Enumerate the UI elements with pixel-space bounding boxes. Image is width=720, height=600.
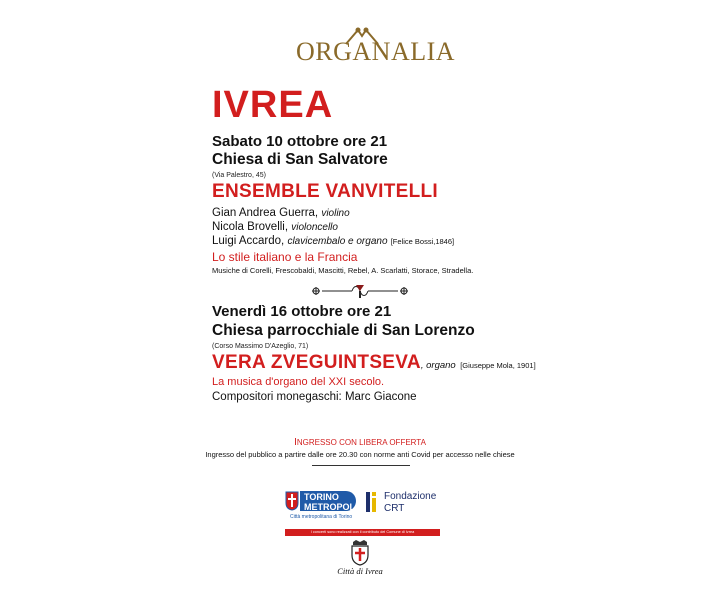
- event1-performer-3: Luigi Accardo, clavicembalo e organo [Felice Bossi,1846]: [212, 235, 455, 247]
- city-title: IVREA: [212, 84, 334, 126]
- event1-performer-1: Gian Andrea Guerra, violino: [212, 207, 350, 219]
- fondazione-crt-logo: Fondazione CRT: [384, 491, 437, 514]
- ivrea-crest-icon: [349, 540, 371, 566]
- divider-rule: [312, 465, 410, 466]
- citta-di-ivrea: Città di Ivrea: [337, 566, 383, 576]
- event1-theme: Lo stile italiano e la Francia: [212, 250, 358, 264]
- torino-subtitle: Città metropolitana di Torino: [290, 514, 353, 520]
- event2-performer: VERA ZVEGUINTSEVA, organo [Giuseppe Mola, 1901]: [212, 352, 536, 373]
- event2-date: Venerdì 16 ottobre ore 21: [212, 303, 392, 320]
- event2-address: (Corso Massimo D'Azeglio, 71): [212, 343, 309, 350]
- event2-venue: Chiesa parrocchiale di San Lorenzo: [212, 322, 475, 339]
- event1-address: (Via Palestro, 45): [212, 172, 266, 179]
- event2-composers: Compositori monegaschi: Marc Giacone: [212, 391, 417, 403]
- ornament-divider-icon: [310, 282, 410, 300]
- event2-theme: La musica d'organo del XXI secolo.: [212, 376, 385, 388]
- ingresso-label: INGRESSO CON LIBERA OFFERTA: [294, 437, 426, 448]
- torino-shield-icon: [285, 491, 299, 511]
- ingresso-note: Ingresso del pubblico a partire dalle ore 20.30 con norme anti Covid per accesso nelle chiese: [205, 450, 515, 459]
- crt-logo-icon: [366, 490, 380, 514]
- organalia-logo: ORGANALIA: [296, 37, 456, 66]
- event1-composers: Musiche di Corelli, Frescobaldi, Mascitti, Rebel, A. Scarlatti, Storace, Stradella.: [212, 266, 474, 275]
- event1-date: Sabato 10 ottobre ore 21: [212, 133, 388, 150]
- torino-metropoli-logo: TORINO METROPOLI: [300, 491, 356, 511]
- event1-performer-2: Nicola Brovelli, violoncello: [212, 221, 338, 233]
- event1-ensemble: ENSEMBLE VANVITELLI: [212, 181, 438, 202]
- event1-venue: Chiesa di San Salvatore: [212, 151, 388, 168]
- contribution-bar: I concerti sono realizzati con il contributo del Comune di Ivrea: [285, 529, 440, 536]
